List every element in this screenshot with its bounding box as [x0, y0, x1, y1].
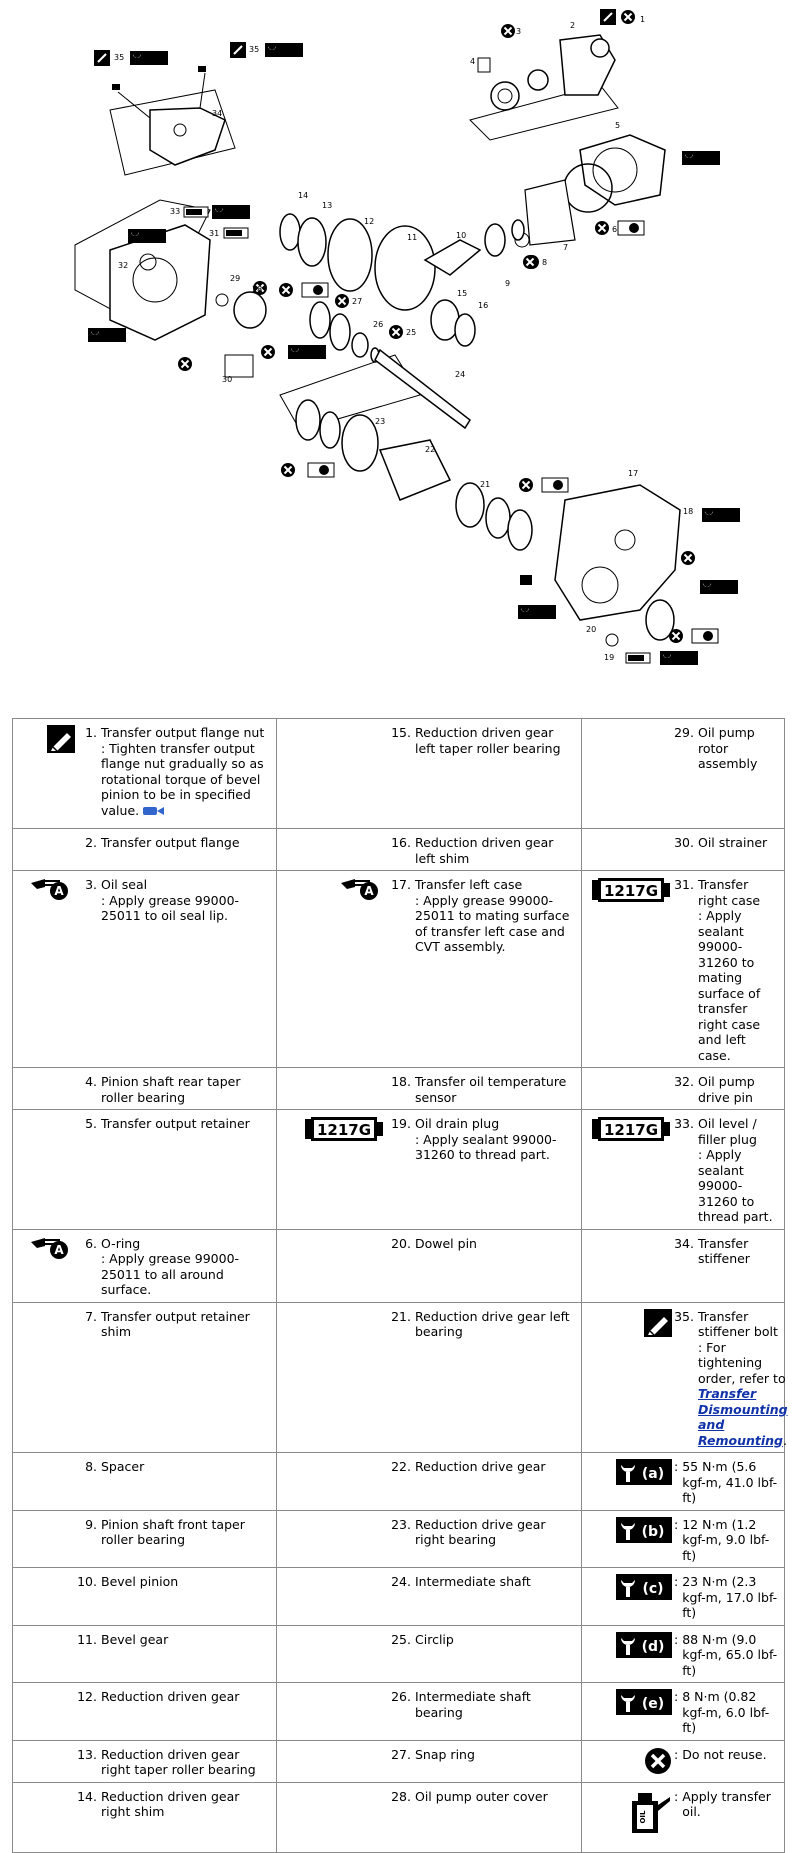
part-name: Reduction driven gear right taper roller bearing	[101, 1746, 256, 1777]
callout-9: 9	[505, 279, 511, 288]
callout-22: 22	[425, 445, 436, 454]
table-row: 7. Transfer output retainer shim 21. Reduction drive gear left bearing 35. Transfer stiffener bolt : For tightening order, refer to Transfer Dismounting and Remounting.	[13, 1302, 785, 1453]
part-name: Transfer output flange	[101, 835, 240, 850]
callout-25: 25	[406, 328, 417, 337]
torque-wrench-icon	[616, 1517, 672, 1543]
part-note: : Apply sealant 99000-31260 to thread part.	[415, 1131, 557, 1162]
part-name: Transfer left case	[415, 877, 523, 892]
callout-13: 13	[322, 201, 333, 210]
table-row: 13. Reduction driven gear right taper roller bearing 27. Snap ring : Do not reuse.	[13, 1740, 785, 1782]
callout-11: 11	[407, 233, 418, 242]
callout-26: 26	[373, 320, 384, 329]
torque-value: 12 N·m (1.2 kgf-m, 9.0 lbf-ft)	[682, 1516, 770, 1563]
svg-text:OIL: OIL	[639, 1809, 647, 1824]
svg-text:A: A	[364, 884, 374, 898]
legend-torque-d: (d) : 88 N·m (9.0 kgf-m, 65.0 lbf-ft)	[582, 1625, 785, 1683]
callout-17: 17	[628, 469, 639, 478]
callout-3: 3	[516, 27, 522, 36]
table-row: A 3. Oil seal : Apply grease 99000-25011 to oil seal lip. A 17. Transfer left case : Apply grease 99000-25011 to mating surface of transfer left case and CVT assembly. 1217G 31. Transfer right case : Apply sealant 99000-31260 to mating surface of transfer right case and left case.	[13, 871, 785, 1068]
callout-14: 14	[298, 191, 309, 200]
callout-35b: 35	[249, 45, 260, 54]
part-note: : Apply sealant 99000-31260 to mating surface of transfer right case and left case.	[698, 908, 761, 1063]
callout-30: 30	[222, 375, 233, 384]
grease-a-icon	[29, 877, 75, 901]
part-name: Transfer output retainer	[101, 1116, 250, 1131]
part-name: Oil level / filler plug	[698, 1116, 757, 1147]
part-name: Snap ring	[415, 1746, 475, 1762]
part-29: 29. Oil pump rotor assembly	[582, 719, 785, 829]
callout-27: 27	[352, 297, 363, 306]
callout-16: 16	[478, 301, 489, 310]
table-row	[13, 719, 785, 829]
part-name: Dowel pin	[415, 1235, 477, 1251]
reference-link-icon[interactable]	[143, 806, 165, 816]
part-note: : Apply grease 99000-25011 to oil seal lip.	[101, 892, 240, 923]
callout-32: 32	[118, 261, 129, 270]
part-name: Pinion shaft front taper roller bearing	[101, 1516, 245, 1547]
table-row: 9. Pinion shaft front taper roller bearing 23. Reduction drive gear right bearing (b) : 12 N·m (1.2 kgf-m, 9.0 lbf-ft)	[13, 1510, 785, 1568]
parts-table	[12, 718, 788, 1853]
svg-text:(e): (e)	[641, 1696, 665, 1712]
callout-2: 2	[570, 21, 576, 30]
callout-31: 31	[209, 229, 220, 238]
pencil-tighten-icon	[47, 725, 75, 753]
part-name: Reduction drive gear left bearing	[415, 1308, 570, 1339]
transfer-left-case	[518, 485, 740, 665]
part-name: Reduction driven gear left shim	[415, 835, 554, 866]
callout-29: 29	[230, 274, 241, 283]
legend-torque-a: (a) : 55 N·m (5.6 kgf-m, 41.0 lbf-ft)	[582, 1453, 785, 1511]
svg-text:(c): (c)	[642, 1581, 664, 1597]
torque-value: 8 N·m (0.82 kgf-m, 6.0 lbf-ft)	[682, 1689, 770, 1735]
callout-7: 7	[563, 243, 569, 252]
torque-value: 88 N·m (9.0 kgf-m, 65.0 lbf-ft)	[682, 1631, 778, 1678]
torque-wrench-icon	[616, 1459, 672, 1485]
callout-19: 19	[604, 653, 615, 662]
torque-wrench-icon	[616, 1632, 672, 1658]
part-15: 15. Reduction driven gear left taper roller bearing	[277, 719, 582, 829]
part-note: : Tighten transfer output flange nut gradually so as rotational torque of bevel pinion to be in specified value.	[101, 740, 264, 818]
table-row: 2. Transfer output flange 16. Reduction driven gear left shim 30. Oil strainer	[13, 829, 785, 871]
part-name: Spacer	[101, 1459, 145, 1474]
do-not-reuse-icon	[644, 1747, 672, 1775]
legend-torque-c: (c) : 23 N·m (2.3 kgf-m, 17.0 lbf-ft)	[582, 1568, 785, 1626]
gear-train	[280, 214, 524, 428]
callout-23: 23	[375, 417, 386, 426]
part-name: Transfer oil temperature sensor	[415, 1074, 567, 1105]
part-name: Pinion shaft rear taper roller bearing	[101, 1074, 241, 1105]
table-row: 12. Reduction driven gear 26. Intermediate shaft bearing (e) : 8 N·m (0.82 kgf-m, 6.0 lbf-ft)	[13, 1683, 785, 1741]
callout-18: 18	[683, 507, 694, 516]
svg-text:A: A	[54, 884, 64, 898]
part-name: Bevel gear	[101, 1631, 169, 1647]
svg-text:1217G: 1217G	[316, 1121, 372, 1139]
callout-33: 33	[170, 207, 181, 216]
part-name: Reduction driven gear right shim	[101, 1788, 240, 1819]
part-name: Transfer stiffener bolt	[698, 1308, 778, 1339]
sealant-1217g-icon	[592, 1116, 672, 1142]
oil-can-icon	[624, 1789, 672, 1835]
table-row: A 6. O-ring : Apply grease 99000-25011 to all around surface. 20. Dowel pin 34. Transfer stiffener	[13, 1229, 785, 1302]
part-name: Reduction drive gear right bearing	[415, 1516, 546, 1547]
part-name: Bevel pinion	[101, 1574, 179, 1589]
part-name: Oil seal	[101, 877, 148, 892]
legend-do-not-reuse: : Do not reuse.	[582, 1740, 785, 1782]
part-name: Transfer output retainer shim	[101, 1308, 250, 1339]
part-note: : For tightening order, refer to Transfer Dismounting and Remounting.	[698, 1339, 788, 1448]
svg-text:(a): (a)	[641, 1466, 665, 1482]
callout-10: 10	[456, 231, 467, 240]
callout-24: 24	[455, 370, 466, 379]
table-row: 8. Spacer 22. Reduction drive gear (a) : 55 N·m (5.6 kgf-m, 41.0 lbf-ft)	[13, 1453, 785, 1511]
part-name: Circlip	[415, 1631, 454, 1647]
svg-text:(b): (b)	[641, 1523, 665, 1540]
torque-value: 55 N·m (5.6 kgf-m, 41.0 lbf-ft)	[682, 1459, 778, 1505]
part-name: Oil strainer	[698, 835, 768, 850]
part-name: Transfer stiffener	[698, 1235, 750, 1266]
table-row: 10. Bevel pinion 24. Intermediate shaft (c) : 23 N·m (2.3 kgf-m, 17.0 lbf-ft)	[13, 1568, 785, 1626]
part-name: Intermediate shaft	[415, 1574, 531, 1589]
callout-6: 6	[612, 225, 618, 234]
part-name: Oil pump outer cover	[415, 1788, 548, 1804]
legend-torque-b: (b) : 12 N·m (1.2 kgf-m, 9.0 lbf-ft)	[582, 1510, 785, 1568]
grease-a-icon	[339, 877, 385, 901]
legend-text: Apply transfer oil.	[682, 1788, 771, 1819]
svg-text:(d): (d)	[641, 1638, 665, 1655]
callout-15: 15	[457, 289, 468, 298]
callout-4: 4	[470, 57, 476, 66]
transfer-dismounting-link[interactable]: Transfer Dismounting and Remounting	[698, 1386, 788, 1448]
part-name: Reduction driven gear	[101, 1689, 240, 1704]
part-note: : Apply sealant 99000-31260 to thread part.	[698, 1147, 773, 1224]
legend-transfer-oil: OIL : Apply transfer oil.	[582, 1782, 785, 1852]
callout-12: 12	[364, 217, 375, 226]
callout-5: 5	[615, 121, 621, 130]
part-1: 1. Transfer output flange nut : Tighten transfer output flange nut gradually so as rotational torque of bevel pinion to be in specified value.	[13, 719, 277, 829]
torque-wrench-icon	[616, 1574, 672, 1600]
callout-8: 8	[542, 258, 548, 267]
table-row: 5. Transfer output retainer 1217G 19. Oil drain plug : Apply sealant 99000-31260 to thread part. 1217G 33. Oil level / filler plug : Apply sealant 99000-31260 to thread part.	[13, 1110, 785, 1230]
torque-wrench-icon	[616, 1689, 672, 1715]
legend-text: Do not reuse.	[682, 1746, 767, 1762]
pencil-tighten-icon	[644, 1309, 672, 1337]
sealant-1217g-icon	[592, 877, 672, 903]
svg-text:1217G: 1217G	[603, 1121, 659, 1139]
callout-35: 35	[114, 53, 125, 62]
part-note: : Apply grease 99000-25011 to all around surface.	[101, 1251, 240, 1297]
part-name: Transfer output flange nut	[101, 725, 265, 740]
stiffener-group	[94, 42, 303, 165]
part-name: Intermediate shaft bearing	[415, 1689, 531, 1720]
callout-21: 21	[480, 480, 491, 489]
part-name: Oil pump rotor assembly	[698, 725, 758, 771]
callout-20: 20	[586, 625, 597, 634]
part-name: Reduction drive gear	[415, 1459, 546, 1474]
callout-28: 28	[252, 285, 263, 294]
svg-text:1217G: 1217G	[603, 882, 659, 900]
sealant-1217g-icon	[305, 1116, 385, 1142]
exploded-parts-diagram	[0, 0, 798, 700]
part-name: Oil drain plug	[415, 1116, 500, 1131]
table-row: 14. Reduction driven gear right shim 28. Oil pump outer cover OIL : Apply transfer oil.	[13, 1782, 785, 1852]
svg-text:A: A	[54, 1242, 64, 1257]
torque-value: 23 N·m (2.3 kgf-m, 17.0 lbf-ft)	[682, 1574, 778, 1620]
grease-a-icon	[29, 1236, 75, 1260]
table-row: 4. Pinion shaft rear taper roller bearing 18. Transfer oil temperature sensor 32. Oil pump drive pin	[13, 1068, 785, 1110]
part-name: Reduction driven gear left taper roller bearing	[415, 725, 561, 756]
part-name: O-ring	[101, 1235, 141, 1251]
part-name: Oil pump drive pin	[698, 1074, 755, 1105]
callout-34: 34	[212, 109, 223, 118]
part-note: : Apply grease 99000-25011 to mating surface of transfer left case and CVT assembly.	[415, 892, 570, 954]
legend-torque-e: (e) : 8 N·m (0.82 kgf-m, 6.0 lbf-ft)	[582, 1683, 785, 1741]
callout-1: 1	[640, 15, 646, 24]
part-name: Transfer right case	[698, 877, 761, 908]
table-row: 11. Bevel gear 25. Circlip (d) : 88 N·m (9.0 kgf-m, 65.0 lbf-ft)	[13, 1625, 785, 1683]
